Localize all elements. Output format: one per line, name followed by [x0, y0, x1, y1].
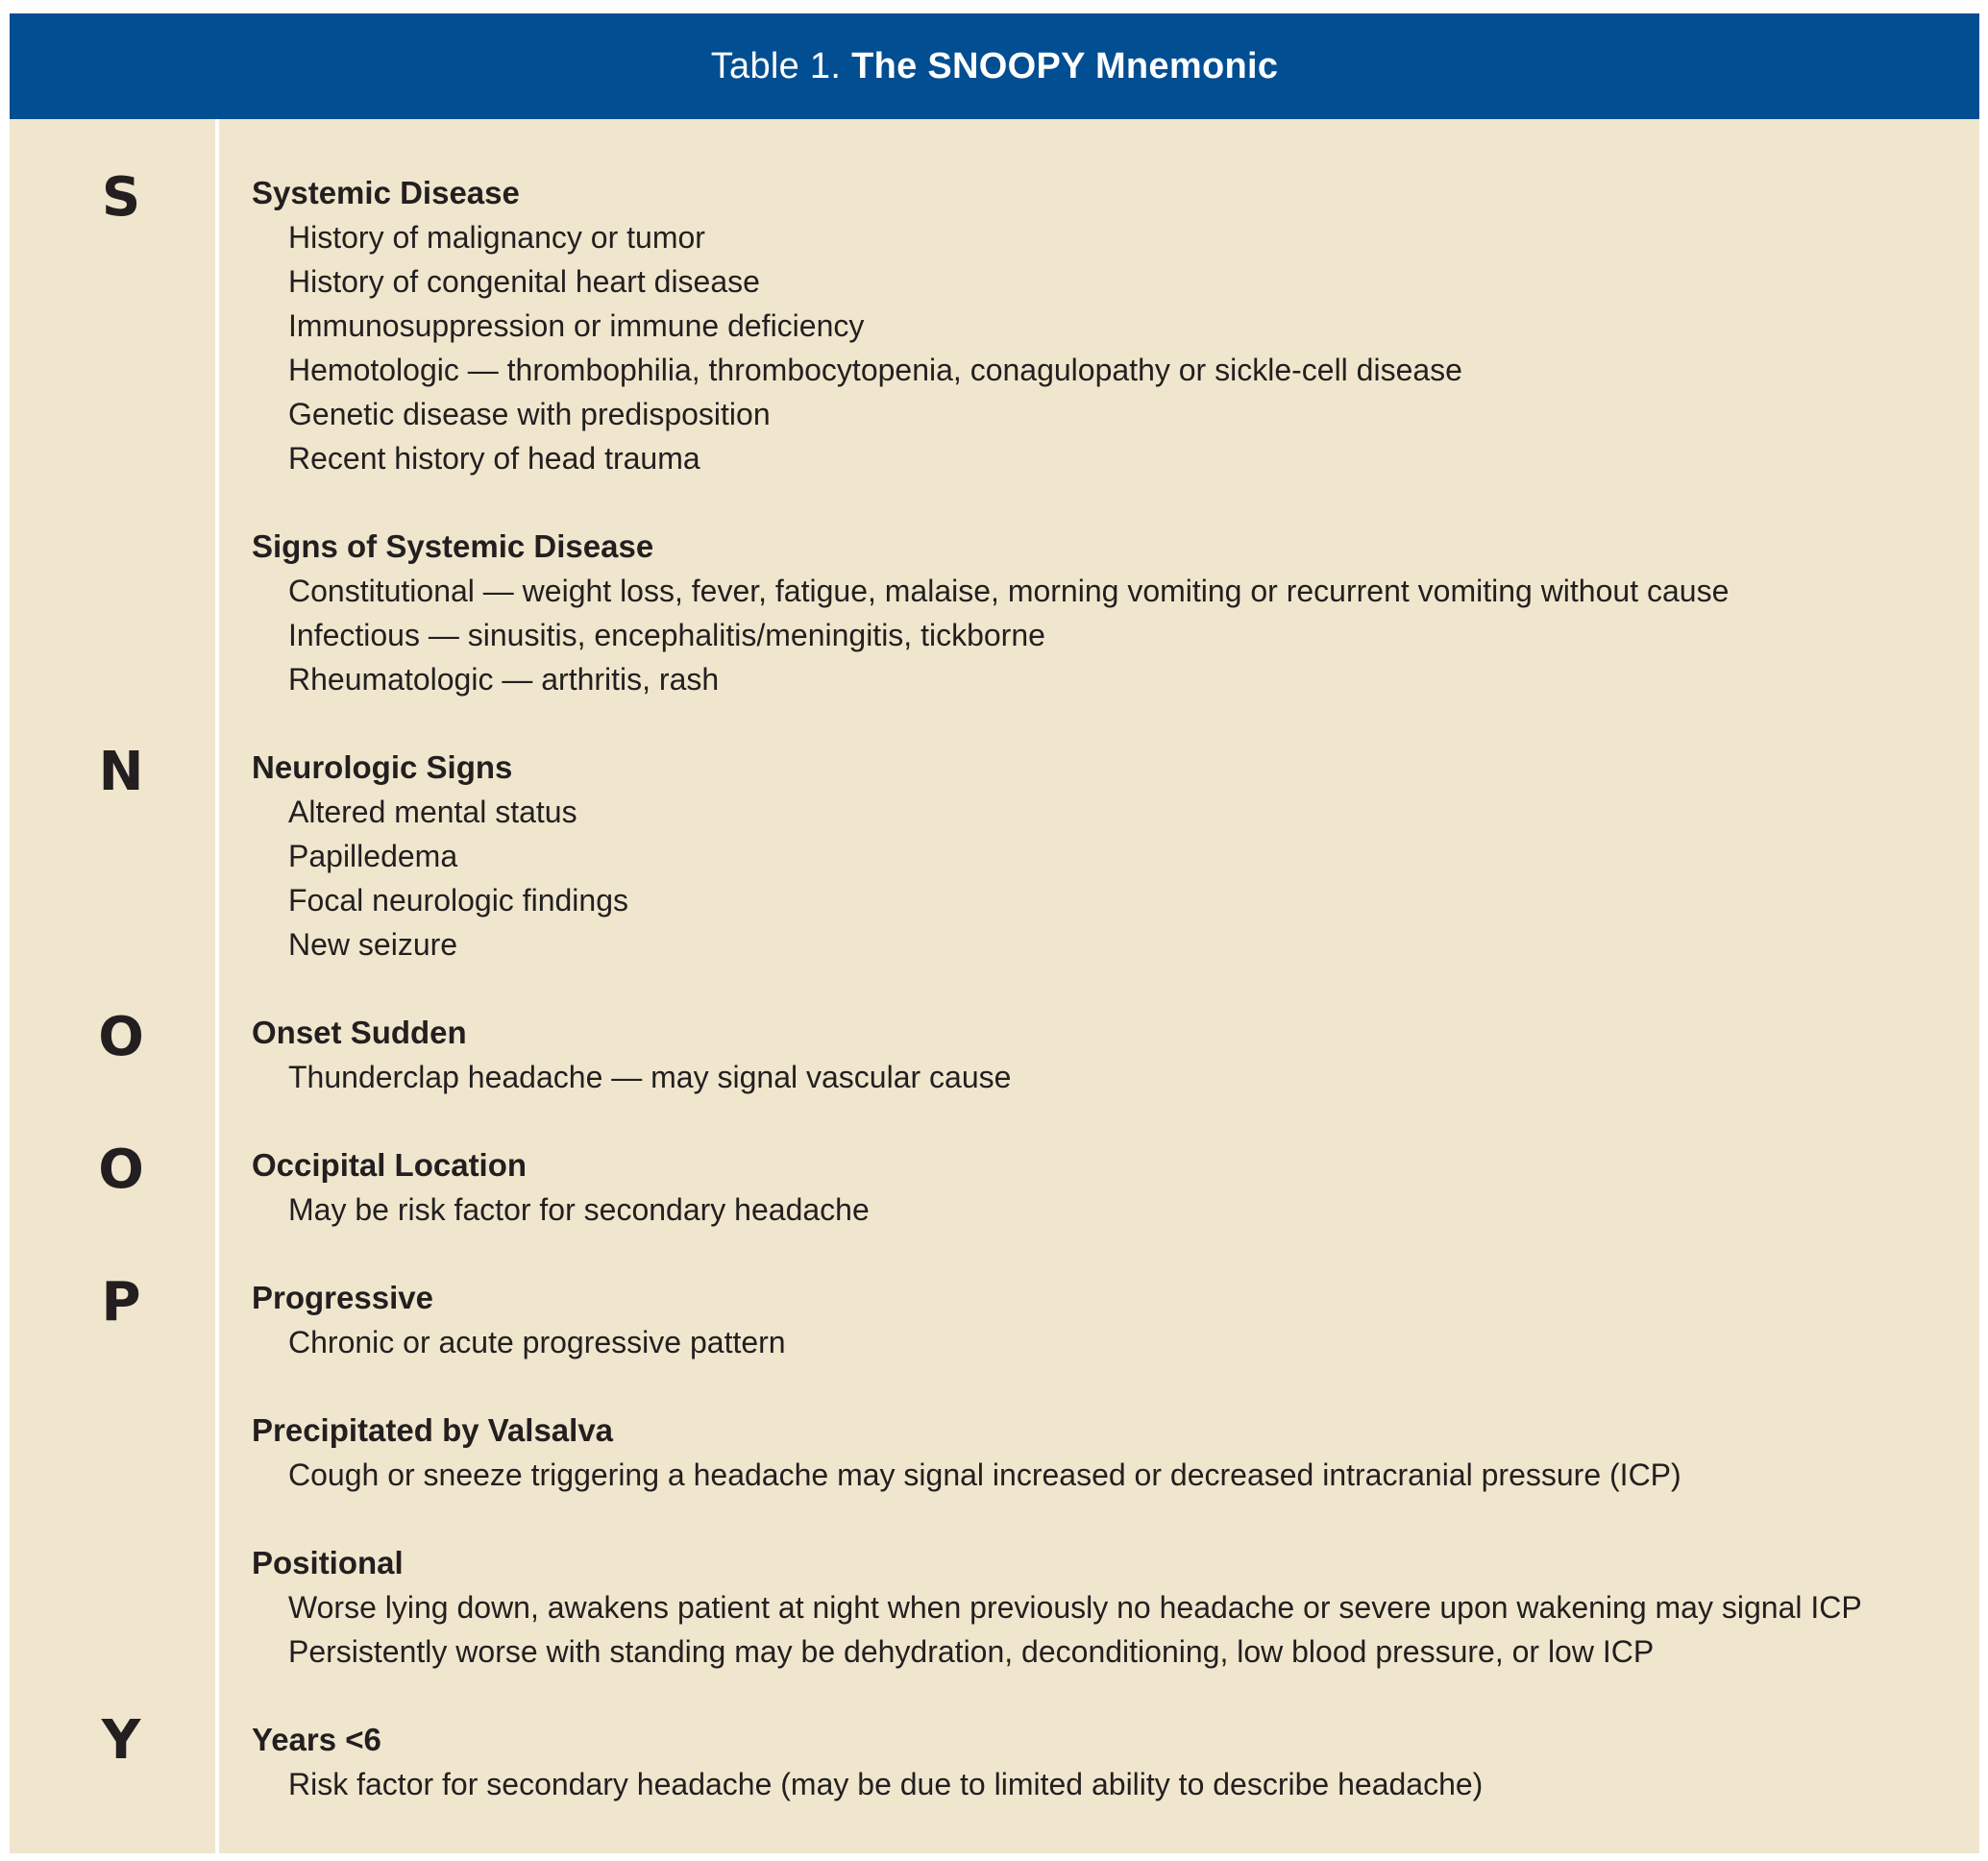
section-occipital-location: [252, 1143, 1972, 1232]
mnemonic-letter-o-first: O: [98, 1006, 144, 1068]
list-item: May be risk factor for secondary headache: [288, 1192, 870, 1227]
section-heading: Signs of Systemic Disease: [252, 528, 654, 564]
list-item: New seizure: [288, 927, 458, 962]
list-item: Cough or sneeze triggering a headache may signal increased or decreased intracranial pressure (ICP): [288, 1457, 1681, 1492]
list-item: Immunosuppression or immune deficiency: [288, 308, 865, 343]
list-item: Constitutional — weight loss, fever, fatigue, malaise, morning vomiting or recurrent vomiting without cause: [288, 574, 1730, 608]
list-item: Papilledema: [288, 839, 458, 873]
section-heading: Onset Sudden: [252, 1015, 467, 1050]
section-neurologic-signs: [252, 746, 1972, 967]
section-heading: Positional: [252, 1545, 404, 1580]
section-precipitated-by-valsalva: [252, 1408, 1972, 1497]
table-title-prefix: Table 1.: [710, 45, 842, 86]
section-heading: Years <6: [252, 1722, 381, 1757]
mnemonic-letter-y: Y: [101, 1709, 141, 1772]
mnemonic-letter-n: N: [98, 741, 144, 803]
list-item: Altered mental status: [288, 795, 577, 829]
list-item: Persistently worse with standing may be dehydration, deconditioning, low blood pressure, or low ICP: [288, 1634, 1655, 1669]
section-heading: Neurologic Signs: [252, 749, 513, 785]
column-divider: [215, 119, 219, 1853]
section-heading: Occipital Location: [252, 1147, 528, 1183]
section-heading: Progressive: [252, 1280, 433, 1315]
list-item: Genetic disease with predisposition: [288, 397, 771, 431]
list-item: Infectious — sinusitis, encephalitis/meningitis, tickborne: [288, 618, 1045, 652]
list-item: Worse lying down, awakens patient at night when previously no headache or severe upon wakening may signal ICP: [288, 1590, 1862, 1625]
list-item: Chronic or acute progressive pattern: [288, 1325, 786, 1359]
section-years-under-6: [252, 1718, 1972, 1806]
section-heading: Precipitated by Valsalva: [252, 1412, 614, 1448]
list-item: History of malignancy or tumor: [288, 220, 705, 255]
list-item: Recent history of head trauma: [288, 441, 700, 476]
mnemonic-letter-s: S: [101, 166, 141, 229]
list-item: History of congenital heart disease: [288, 264, 760, 299]
list-item: Hemotologic — thrombophilia, thrombocytopenia, conagulopathy or sickle-cell disease: [288, 353, 1462, 387]
list-item: Thunderclap headache — may signal vascular cause: [288, 1060, 1012, 1094]
list-item: Risk factor for secondary headache (may be due to limited ability to describe headache): [288, 1767, 1484, 1801]
mnemonic-letter-p: P: [101, 1271, 141, 1334]
table-title: The SNOOPY Mnemonic: [851, 45, 1279, 86]
list-item: Rheumatologic — arthritis, rash: [288, 662, 720, 697]
section-signs-of-systemic-disease: [252, 525, 1972, 701]
section-heading: Systemic Disease: [252, 175, 520, 210]
list-item: Focal neurologic findings: [288, 883, 628, 918]
section-positional: [252, 1541, 1972, 1674]
section-onset-sudden: [252, 1011, 1972, 1099]
section-systemic-disease: [252, 171, 1972, 480]
mnemonic-letter-o-second: O: [98, 1139, 144, 1201]
table-header: [10, 13, 1979, 119]
snoopy-table: [10, 13, 1979, 1853]
section-progressive: [252, 1276, 1972, 1364]
